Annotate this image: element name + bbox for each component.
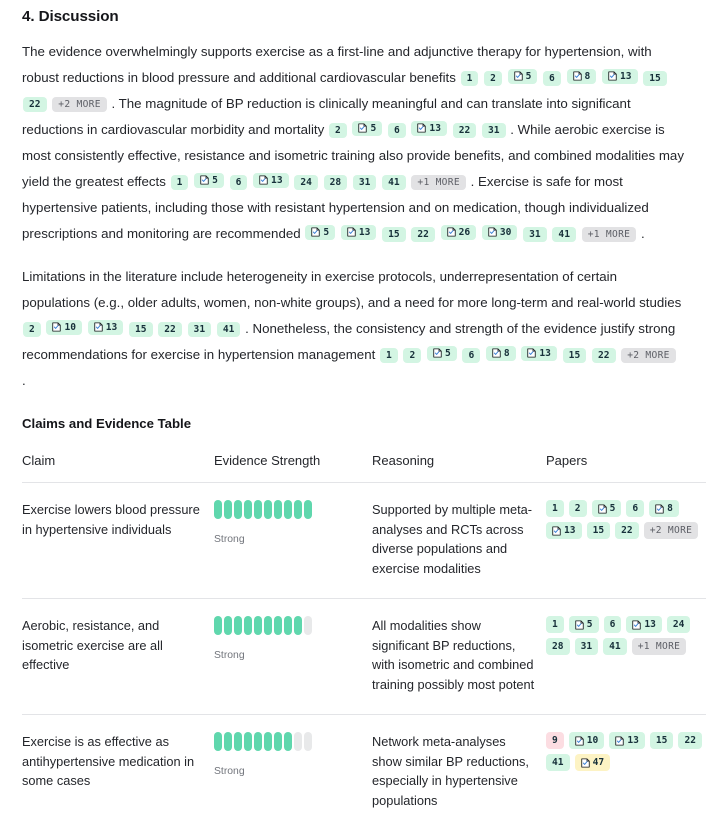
citation-chip-label: 2 bbox=[335, 125, 341, 136]
citation-chip-label: 5 bbox=[610, 503, 616, 514]
strength-segment bbox=[284, 732, 292, 751]
strength-segment bbox=[264, 616, 272, 635]
strength-segment bbox=[254, 616, 262, 635]
citation-chip[interactable] bbox=[23, 322, 41, 337]
strength-segment bbox=[214, 616, 222, 635]
citation-chip[interactable] bbox=[604, 616, 622, 633]
citation-chip-label: 22 bbox=[459, 125, 471, 136]
citation-chip-label: 15 bbox=[593, 525, 605, 536]
citation-chip-label: 22 bbox=[164, 324, 176, 335]
citation-chip[interactable] bbox=[567, 69, 597, 84]
cell-claim: Exercise lowers blood pressure in hypertensive individuals bbox=[22, 483, 214, 599]
cell-claim: Exercise is as effective as antihypertensive medication in some cases bbox=[22, 715, 214, 830]
citation-chip[interactable] bbox=[353, 175, 377, 190]
document-check-icon bbox=[417, 123, 426, 133]
citation-chip[interactable] bbox=[305, 225, 335, 240]
strength-segment bbox=[254, 500, 262, 519]
citation-chip-label: 2 bbox=[490, 73, 496, 84]
citation-chip[interactable] bbox=[341, 225, 377, 240]
citation-more-chip[interactable] bbox=[632, 638, 687, 655]
cell-papers bbox=[546, 715, 706, 830]
strength-segment bbox=[284, 616, 292, 635]
strength-segment bbox=[294, 616, 302, 635]
citation-chip-label: 22 bbox=[598, 350, 610, 361]
citation-chip-label: 30 bbox=[500, 227, 512, 238]
citation-chip[interactable] bbox=[171, 175, 189, 190]
citation-chip[interactable] bbox=[667, 616, 691, 633]
citation-chip[interactable] bbox=[129, 322, 153, 337]
strength-meter bbox=[214, 732, 362, 751]
cell-reasoning: Network meta-analyses show similar BP reductions, especially in hypertensive populations bbox=[372, 715, 546, 830]
citation-chip[interactable] bbox=[508, 69, 538, 84]
strength-segment bbox=[244, 616, 252, 635]
column-header-evidence-strength: Evidence Strength bbox=[214, 453, 372, 483]
citation-chip[interactable] bbox=[546, 638, 570, 655]
strength-segment bbox=[244, 732, 252, 751]
citation-chip[interactable] bbox=[411, 121, 447, 136]
strength-label: Strong bbox=[214, 646, 362, 666]
citation-chip[interactable] bbox=[678, 732, 702, 749]
document-check-icon bbox=[655, 504, 664, 514]
discussion-page bbox=[0, 8, 706, 830]
citation-chip-label: 41 bbox=[558, 229, 570, 240]
citation-chip-label: 13 bbox=[271, 175, 283, 186]
citation-chip[interactable] bbox=[592, 348, 616, 363]
citation-chip[interactable] bbox=[382, 227, 406, 242]
citation-chip[interactable] bbox=[575, 638, 599, 655]
citation-chip-label: 1 bbox=[552, 503, 558, 514]
citation-chip-label: 28 bbox=[330, 177, 342, 188]
strength-label: Strong bbox=[214, 530, 362, 550]
citation-chip[interactable] bbox=[217, 322, 241, 337]
document-check-icon bbox=[581, 758, 590, 768]
document-check-icon bbox=[200, 175, 209, 185]
citation-chip[interactable] bbox=[482, 225, 518, 240]
citation-chip-label: 2 bbox=[29, 324, 35, 335]
strength-segment bbox=[214, 732, 222, 751]
strength-segment bbox=[264, 500, 272, 519]
citation-chip-label: 2 bbox=[575, 503, 581, 514]
citation-chip[interactable] bbox=[427, 346, 457, 361]
citation-chip[interactable] bbox=[523, 227, 547, 242]
citation-chip-label: 6 bbox=[549, 73, 555, 84]
citation-chip-label: +2 MORE bbox=[58, 99, 101, 110]
citation-chip-label: 15 bbox=[569, 350, 581, 361]
citation-chip-label: 13 bbox=[564, 525, 576, 536]
citation-chip[interactable] bbox=[482, 123, 506, 138]
citation-chip-label: 6 bbox=[610, 619, 616, 630]
claims-and-evidence-table bbox=[22, 453, 706, 830]
document-check-icon bbox=[433, 348, 442, 358]
document-check-icon bbox=[575, 620, 584, 630]
citation-chip[interactable] bbox=[569, 732, 605, 749]
column-header-reasoning: Reasoning bbox=[372, 453, 546, 483]
citation-chip[interactable] bbox=[382, 175, 406, 190]
citation-chip[interactable] bbox=[602, 69, 638, 84]
strength-segment bbox=[234, 616, 242, 635]
citation-chip-label: 13 bbox=[620, 71, 632, 82]
cell-papers bbox=[546, 599, 706, 715]
document-check-icon bbox=[492, 348, 501, 358]
citation-chip-label: 13 bbox=[359, 227, 371, 238]
strength-segment bbox=[254, 732, 262, 751]
document-check-icon bbox=[632, 620, 641, 630]
citation-chip[interactable] bbox=[552, 227, 576, 242]
table-body bbox=[22, 483, 706, 830]
citation-chip[interactable] bbox=[88, 320, 124, 335]
discussion-paragraph: The evidence overwhelmingly supports exercise as a first-line and adjunctive therapy for hypertension, with robust reductions in blood pressure and additional cardiovascular benefits 1 2 5 6 8 13 15 22 +2 MORE . The magnitude of BP reduction is clinically meaningful and can translate into significant reductions in cardiovascular morbidity and mortality 2 5 6 13 22 31 . While aerobic exercise is most consistently effective, resistance and isometric training also provide benefits, and combined modalities may yield the greatest effects 1 5 6 13 24 28 31 41 +1 MORE . Exercise is safe for most hypertensive patients, including those with resistant hypertension and on medication, though individualized prescriptions and monitoring are recommended 5 13 15 22 26 30 31 41 +1 MORE . bbox=[22, 39, 684, 247]
citation-chip[interactable] bbox=[546, 616, 564, 633]
citation-chip-label: 24 bbox=[673, 619, 685, 630]
citation-chip-label: 41 bbox=[609, 641, 621, 652]
citation-chip-label: 8 bbox=[667, 503, 673, 514]
strength-segment bbox=[224, 616, 232, 635]
citation-chip-label: 41 bbox=[552, 757, 564, 768]
citation-chip-label: 9 bbox=[552, 735, 558, 746]
citation-chip[interactable] bbox=[587, 522, 611, 539]
citation-chip[interactable] bbox=[486, 346, 516, 361]
citation-chip-label: 10 bbox=[64, 322, 76, 333]
citation-chip-label: 13 bbox=[539, 348, 551, 359]
document-check-icon bbox=[488, 227, 497, 237]
document-check-icon bbox=[347, 227, 356, 237]
citation-chip-label: 15 bbox=[656, 735, 668, 746]
citation-more-chip[interactable] bbox=[644, 522, 699, 539]
citation-more-chip[interactable] bbox=[52, 97, 107, 112]
table-header-row bbox=[22, 453, 706, 483]
paper-chip-list bbox=[546, 616, 706, 655]
document-check-icon bbox=[259, 175, 268, 185]
document-check-icon bbox=[608, 71, 617, 81]
paper-chip-list bbox=[546, 500, 706, 539]
citation-chip[interactable] bbox=[403, 348, 421, 363]
citation-chip[interactable] bbox=[329, 123, 347, 138]
strength-segment bbox=[304, 732, 312, 751]
citation-chip-label: 5 bbox=[526, 71, 532, 82]
strength-segment bbox=[274, 732, 282, 751]
citation-chip-label: 31 bbox=[529, 229, 541, 240]
citation-chip[interactable] bbox=[650, 732, 674, 749]
document-check-icon bbox=[311, 227, 320, 237]
citation-chip-label: 41 bbox=[388, 177, 400, 188]
citation-chip-label: 13 bbox=[644, 619, 656, 630]
citation-chip-label: 6 bbox=[236, 177, 242, 188]
citation-chip[interactable] bbox=[546, 500, 564, 517]
strength-segment bbox=[234, 732, 242, 751]
strength-segment bbox=[274, 500, 282, 519]
citation-chip[interactable] bbox=[546, 732, 564, 749]
strength-meter bbox=[214, 616, 362, 635]
table-row bbox=[22, 483, 706, 599]
paper-chip-list bbox=[546, 732, 706, 771]
strength-segment bbox=[274, 616, 282, 635]
citation-chip-label: +1 MORE bbox=[417, 177, 460, 188]
citation-chip-label: 22 bbox=[29, 99, 41, 110]
citation-chip-label: +1 MORE bbox=[588, 229, 631, 240]
table-row bbox=[22, 715, 706, 830]
citation-chip-label: 1 bbox=[386, 350, 392, 361]
strength-segment bbox=[294, 500, 302, 519]
citation-chip[interactable] bbox=[592, 500, 622, 517]
strength-segment bbox=[244, 500, 252, 519]
citation-chip-label: 6 bbox=[632, 503, 638, 514]
citation-chip-label: +1 MORE bbox=[638, 641, 681, 652]
column-header-claim: Claim bbox=[22, 453, 214, 483]
citation-chip-label: 8 bbox=[585, 71, 591, 82]
cell-reasoning: Supported by multiple meta-analyses and RCTs across diverse populations and exercise modalities bbox=[372, 483, 546, 599]
citation-chip-label: 47 bbox=[593, 757, 605, 768]
citation-more-chip[interactable] bbox=[621, 348, 676, 363]
discussion-paragraph: Limitations in the literature include heterogeneity in exercise protocols, underrepresentation of certain populations (e.g., older adults, women, non-white groups), and a need for more long-term and real-world studies 2 10 13 15 22 31 41 . Nonetheless, the consistency and strength of the evidence justify strong recommendations for exercise in hypertension management 1 2 5 6 8 13 15 22 +2 MORE . bbox=[22, 264, 684, 394]
citation-chip-label: 5 bbox=[370, 123, 376, 134]
citation-chip-label: 15 bbox=[135, 324, 147, 335]
citation-chip[interactable] bbox=[352, 121, 382, 136]
document-check-icon bbox=[94, 322, 103, 332]
strength-segment bbox=[264, 732, 272, 751]
table-header bbox=[22, 453, 706, 483]
citation-chip[interactable] bbox=[380, 348, 398, 363]
citation-chip[interactable] bbox=[643, 71, 667, 86]
citation-chip[interactable] bbox=[603, 638, 627, 655]
citation-chip-label: +2 MORE bbox=[650, 525, 693, 536]
citation-chip-label: 31 bbox=[194, 324, 206, 335]
citation-chip-label: 22 bbox=[684, 735, 696, 746]
citation-chip-label: 1 bbox=[177, 177, 183, 188]
citation-chip-label: 13 bbox=[429, 123, 441, 134]
claims-table-title: Claims and Evidence Table bbox=[22, 416, 684, 431]
citation-chip[interactable] bbox=[563, 348, 587, 363]
document-check-icon bbox=[514, 71, 523, 81]
document-check-icon bbox=[52, 322, 61, 332]
column-header-papers: Papers bbox=[546, 453, 706, 483]
citation-chip-label: 2 bbox=[409, 350, 415, 361]
citation-chip-label: +2 MORE bbox=[627, 350, 670, 361]
cell-evidence-strength bbox=[214, 715, 372, 830]
citation-chip-label: 15 bbox=[649, 73, 661, 84]
cell-papers bbox=[546, 483, 706, 599]
citation-chip[interactable] bbox=[194, 173, 224, 188]
citation-chip[interactable] bbox=[188, 322, 212, 337]
citation-chip-label: 31 bbox=[488, 125, 500, 136]
citation-chip[interactable] bbox=[461, 71, 479, 86]
citation-chip[interactable] bbox=[411, 227, 435, 242]
citation-chip-label: 41 bbox=[223, 324, 235, 335]
citation-chip-label: 1 bbox=[552, 619, 558, 630]
citation-chip[interactable] bbox=[230, 175, 248, 190]
citation-chip-label: 31 bbox=[359, 177, 371, 188]
citation-chip[interactable] bbox=[626, 616, 662, 633]
citation-chip[interactable] bbox=[294, 175, 318, 190]
document-check-icon bbox=[552, 526, 561, 536]
strength-segment bbox=[304, 616, 312, 635]
cell-claim: Aerobic, resistance, and isometric exercise are all effective bbox=[22, 599, 214, 715]
citation-chip[interactable] bbox=[46, 320, 82, 335]
document-check-icon bbox=[527, 348, 536, 358]
citation-chip-label: 1 bbox=[467, 73, 473, 84]
strength-meter bbox=[214, 500, 362, 519]
citation-chip-label: 15 bbox=[388, 229, 400, 240]
citation-chip-label: 13 bbox=[106, 322, 118, 333]
strength-segment bbox=[224, 500, 232, 519]
strength-segment bbox=[234, 500, 242, 519]
citation-chip[interactable] bbox=[453, 123, 477, 138]
citation-chip-label: 24 bbox=[300, 177, 312, 188]
citation-chip-label: 26 bbox=[459, 227, 471, 238]
citation-chip-label: 5 bbox=[323, 227, 329, 238]
citation-chip-label: 28 bbox=[552, 641, 564, 652]
citation-chip[interactable] bbox=[626, 500, 644, 517]
citation-chip-label: 6 bbox=[468, 350, 474, 361]
citation-chip[interactable] bbox=[521, 346, 557, 361]
citation-chip-label: 8 bbox=[504, 348, 510, 359]
citation-chip[interactable] bbox=[649, 500, 679, 517]
strength-segment bbox=[214, 500, 222, 519]
citation-chip-label: 5 bbox=[212, 175, 218, 186]
citation-chip-label: 22 bbox=[621, 525, 633, 536]
citation-chip[interactable] bbox=[462, 348, 480, 363]
cell-reasoning: All modalities show significant BP reductions, with isometric and combined training possibly most potent bbox=[372, 599, 546, 715]
citation-chip[interactable] bbox=[615, 522, 639, 539]
citation-chip[interactable] bbox=[23, 97, 47, 112]
strength-segment bbox=[224, 732, 232, 751]
document-check-icon bbox=[447, 227, 456, 237]
citation-chip-label: 6 bbox=[394, 125, 400, 136]
citation-chip[interactable] bbox=[543, 71, 561, 86]
citation-more-chip[interactable] bbox=[411, 175, 466, 190]
document-check-icon bbox=[598, 504, 607, 514]
citation-chip[interactable] bbox=[253, 173, 289, 188]
document-check-icon bbox=[615, 736, 624, 746]
strength-segment bbox=[284, 500, 292, 519]
paragraph-list bbox=[22, 39, 684, 394]
citation-chip[interactable] bbox=[569, 500, 587, 517]
citation-chip[interactable] bbox=[569, 616, 599, 633]
document-check-icon bbox=[575, 736, 584, 746]
citation-chip-label: 5 bbox=[587, 619, 593, 630]
citation-chip[interactable] bbox=[158, 322, 182, 337]
citation-chip[interactable] bbox=[484, 71, 502, 86]
citation-chip[interactable] bbox=[546, 522, 582, 539]
citation-chip-label: 10 bbox=[587, 735, 599, 746]
citation-chip-label: 13 bbox=[627, 735, 639, 746]
citation-chip[interactable] bbox=[388, 123, 406, 138]
citation-chip[interactable] bbox=[546, 754, 570, 771]
strength-segment bbox=[294, 732, 302, 751]
citation-chip-label: 5 bbox=[445, 348, 451, 359]
strength-label: Strong bbox=[214, 762, 362, 782]
page-title: 4. Discussion bbox=[22, 8, 684, 25]
citation-chip-label: 22 bbox=[417, 229, 429, 240]
citation-chip[interactable] bbox=[609, 732, 645, 749]
document-check-icon bbox=[573, 71, 582, 81]
citation-more-chip[interactable] bbox=[582, 227, 637, 242]
strength-segment bbox=[304, 500, 312, 519]
citation-chip[interactable] bbox=[324, 175, 348, 190]
citation-chip[interactable] bbox=[575, 754, 611, 771]
cell-evidence-strength bbox=[214, 483, 372, 599]
citation-chip[interactable] bbox=[441, 225, 477, 240]
table-row bbox=[22, 599, 706, 715]
cell-evidence-strength bbox=[214, 599, 372, 715]
document-check-icon bbox=[358, 123, 367, 133]
citation-chip-label: 31 bbox=[581, 641, 593, 652]
